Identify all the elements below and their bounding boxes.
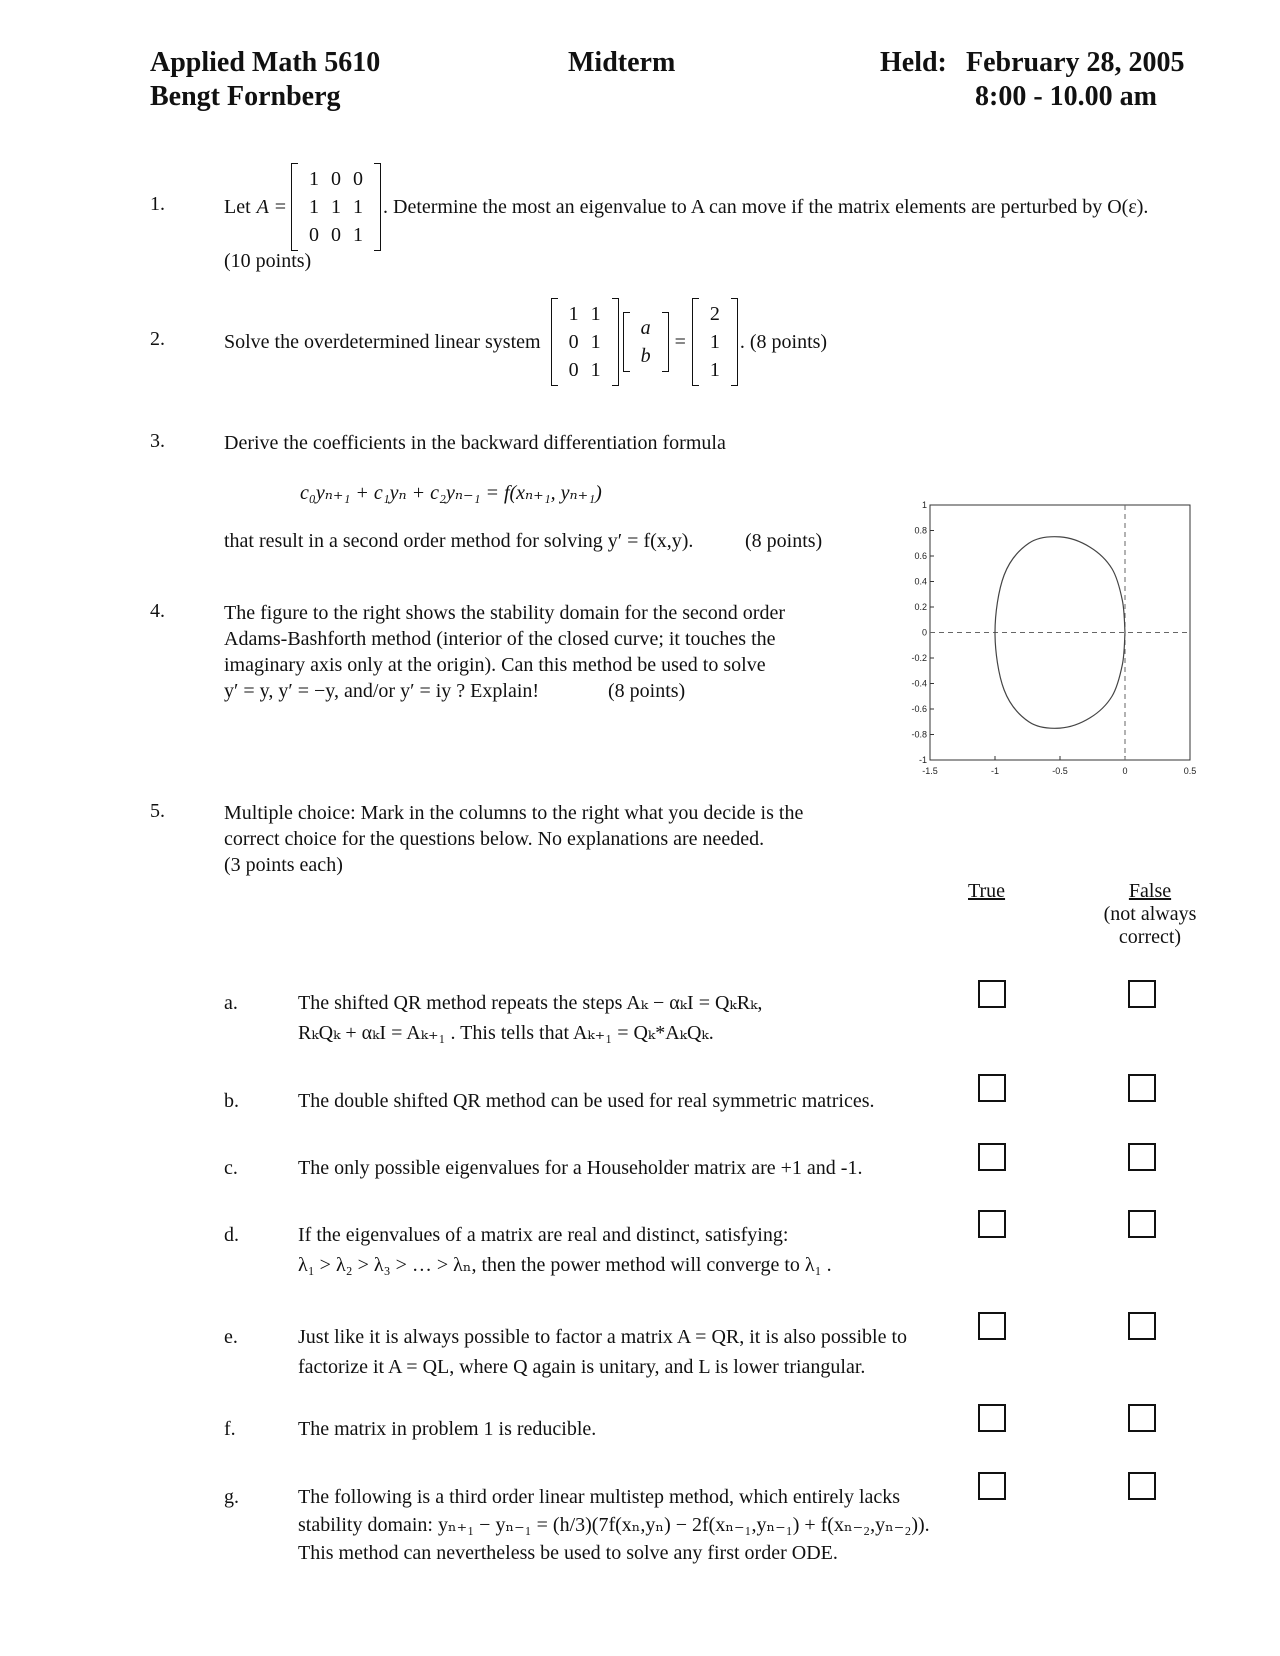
q2-rhs-2: 1 [709,359,720,381]
q1-m00: 1 [309,168,320,190]
q5-line3: (3 points each) [224,854,343,876]
col-true-header: True [968,880,1006,902]
item-c-line1: The only possible eigenvalues for a Householder matrix are +1 and -1. [298,1157,863,1179]
q1-number: 1. [150,193,165,215]
held-label: Held: [880,47,947,78]
q4-points: (8 points) [608,680,686,702]
q5-number: 5. [150,800,165,822]
item-c-true-checkbox[interactable] [978,1143,1006,1171]
course-title: Applied Math 5610 [150,47,381,78]
y-tick-label: 0.4 [914,576,927,587]
q1-m20: 0 [309,224,320,246]
exam-date: February 28, 2005 [966,47,1185,78]
item-a-label: a. [224,992,238,1014]
q1-m10: 1 [309,196,320,218]
item-a-line1: The shifted QR method repeats the steps Aₖ − αₖI = QₖRₖ, [298,992,763,1014]
item-d-label: d. [224,1224,239,1246]
x-tick-label: -1 [990,766,1000,776]
chart-ticks [911,500,1196,776]
item-g-label: g. [224,1486,239,1508]
q2-m21: 1 [590,359,601,381]
item-d-line2: λ₁ > λ₂ > λ₃ > … > λₙ, then the power method will converge to λ₁ . [298,1254,832,1276]
chart-reference-lines [930,505,1190,760]
item-b-false-checkbox[interactable] [1128,1074,1156,1102]
y-tick-label: -0.2 [911,653,927,663]
col-false-label: False [1128,880,1172,902]
item-b-true-checkbox[interactable] [978,1074,1006,1102]
y-tick-label: 0.6 [914,551,927,561]
item-d-line1: If the eigenvalues of a matrix are real and distinct, satisfying: [298,1224,789,1246]
x-tick-label: 0.5 [1183,766,1197,776]
q2-m11: 1 [590,331,601,353]
y-tick-label: 0.8 [914,525,927,536]
q3-line2: that result in a second order method for solving y′ = f(x,y). [224,530,694,552]
item-d-true-checkbox[interactable] [978,1210,1006,1238]
q2-var-b: b [640,345,651,367]
q2-unknown-vector [623,312,669,372]
x-tick-label: -0.5 [1052,766,1068,776]
exam-title: Midterm [568,47,676,78]
q4-number: 4. [150,600,165,622]
item-g-true-checkbox[interactable] [978,1472,1006,1500]
q2-rhs-0: 2 [709,303,720,325]
item-f-line1: The matrix in problem 1 is reducible. [298,1418,597,1440]
q1-m21: 0 [331,224,342,246]
item-a-false-checkbox[interactable] [1128,980,1156,1008]
q1-m01: 0 [331,168,342,190]
q1-m12: 1 [353,196,364,218]
item-f-label: f. [224,1418,236,1440]
item-e-line2: factorize it A = QL, where Q again is unitary, and L is lower triangular. [298,1356,866,1378]
item-e-false-checkbox[interactable] [1128,1312,1156,1340]
q2-m00: 1 [568,303,579,325]
q1-m22: 1 [353,224,364,246]
q1-statement [224,163,1148,251]
col-false-header [1080,880,1220,949]
q2-m01: 1 [590,303,601,325]
q1-let: Let [224,196,251,218]
item-a-true-checkbox[interactable] [978,980,1006,1008]
q3-points: (8 points) [745,530,823,552]
y-tick-label: -1 [918,755,927,765]
q4-line2: Adams-Bashforth method (interior of the closed curve; it touches the [224,628,776,650]
item-e-label: e. [224,1326,238,1348]
q1-matrix [291,163,381,251]
item-f-false-checkbox[interactable] [1128,1404,1156,1432]
item-c-label: c. [224,1157,238,1179]
x-tick-label: 0 [1122,766,1128,776]
item-c-false-checkbox[interactable] [1128,1143,1156,1171]
item-g-line1: The following is a third order linear multistep method, which entirely lacks [298,1486,901,1508]
y-tick-label: 0.2 [914,602,927,612]
q2-number: 2. [150,328,165,350]
q1-m11: 1 [331,196,342,218]
exam-time: 8:00 - 10.00 am [975,81,1157,112]
stability-domain-chart [880,495,1210,795]
q1-m02: 0 [353,168,364,190]
q5-line2: correct choice for the questions below. No explanations are needed. [224,828,765,850]
item-b-line1: The double shifted QR method can be used for real symmetric matrices. [298,1090,875,1112]
q2-text: Solve the overdetermined linear system [224,331,541,353]
q3-number: 3. [150,430,165,452]
q4-line1: The figure to the right shows the stability domain for the second order [224,602,785,624]
item-g-line3: This method can nevertheless be used to solve any first order ODE. [298,1542,838,1564]
y-tick-label: -0.6 [911,704,927,714]
item-d-false-checkbox[interactable] [1128,1210,1156,1238]
q1-question-text: . Determine the most an eigenvalue to A can move if the matrix elements are perturbed by O(ε). [383,196,1149,218]
q4-line4: y′ = y, y′ = −y, and/or y′ = iy ? Explain! [224,680,540,702]
item-g-line2: stability domain: yₙ₊₁ − yₙ₋₁ = (h/3)(7f(xₙ,yₙ) − 2f(xₙ₋₁,yₙ₋₁) + f(xₙ₋₂,yₙ₋₂)). [298,1514,930,1536]
q2-m20: 0 [568,359,579,381]
q1-points: (10 points) [224,250,312,272]
col-false-note1: (not always [1103,903,1197,925]
y-tick-label: 0 [921,627,927,638]
q2-equals: = [674,331,686,353]
q2-m10: 0 [568,331,579,353]
item-a-line2: RₖQₖ + αₖI = Aₖ₊₁ . This tells that Aₖ₊₁ = Qₖ*AₖQₖ. [298,1022,714,1044]
q3-line1: Derive the coefficients in the backward differentiation formula [224,432,726,454]
item-b-label: b. [224,1090,239,1112]
q1-a-equals: A = [256,196,288,218]
q2-matrix [551,298,619,386]
q2-statement [224,298,827,386]
instructor-name: Bengt Fornberg [150,81,341,112]
item-g-false-checkbox[interactable] [1128,1472,1156,1500]
q5-line1: Multiple choice: Mark in the columns to the right what you decide is the [224,802,804,824]
y-tick-label: -0.8 [911,729,927,740]
y-tick-label: -0.4 [911,678,927,689]
q2-rhs-1: 1 [709,331,720,353]
q2-var-a: a [640,317,651,339]
x-tick-label: -1.5 [922,766,938,776]
q2-points: . (8 points) [739,331,828,353]
item-e-line1: Just like it is always possible to factor a matrix A = QR, it is also possible to [298,1326,908,1348]
col-false-note2: correct) [1118,926,1182,948]
q3-formula: c₀yₙ₊₁ + c₁yₙ + c₂yₙ₋₁ = f(xₙ₊₁, yₙ₊₁) [300,482,602,504]
item-f-true-checkbox[interactable] [978,1404,1006,1432]
q2-rhs-vector [692,298,738,386]
q4-line3: imaginary axis only at the origin). Can this method be used to solve [224,654,766,676]
item-e-true-checkbox[interactable] [978,1312,1006,1340]
y-tick-label: 1 [921,500,927,510]
